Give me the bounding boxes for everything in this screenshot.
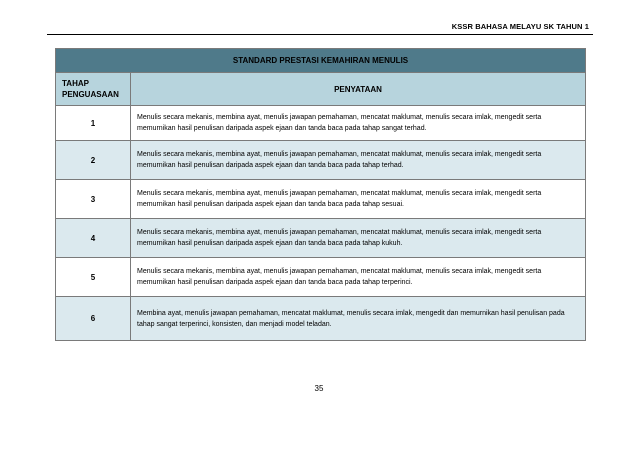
table-row [56,106,586,141]
statement-cell: Menulis secara mekanis, membina ayat, menulis jawapan pemahaman, mencatat maklumat, menulis secara imlak, mengedit serta memurnikan hasil penulisan daripada aspek ejaan dan tanda baca pada tahap terhad. [131,141,586,180]
table-row [56,297,586,341]
header-divider [47,34,593,35]
table-title: STANDARD PRESTASI KEMAHIRAN MENULIS [56,49,586,73]
statement-cell: Menulis secara mekanis, membina ayat, menulis jawapan pemahaman, mencatat maklumat, menulis secara imlak, mengedit serta memurnikan hasil penulisan daripada aspek ejaan dan tanda baca pada tahap terperinci. [131,258,586,297]
table-row [56,219,586,258]
performance-standard-table [55,48,586,341]
column-header-level: TAHAP PENGUASAAN [56,73,131,106]
level-cell: 5 [56,258,131,297]
page-number: 35 [314,384,324,393]
statement-cell: Menulis secara mekanis, membina ayat, menulis jawapan pemahaman, mencatat maklumat, menulis secara imlak, mengedit serta memurnikan hasil penulisan daripada aspek ejaan dan tanda baca pada tahap sesuai. [131,180,586,219]
level-cell: 2 [56,141,131,180]
table-row [56,180,586,219]
level-cell: 1 [56,106,131,141]
table-row [56,258,586,297]
table-header-row [56,73,586,106]
level-cell: 4 [56,219,131,258]
table-title-row [56,49,586,73]
statement-cell: Membina ayat, menulis jawapan pemahaman, mencatat maklumat, menulis secara imlak, mengedit dan memurnikan hasil penulisan pada tahap sangat terperinci, konsisten, dan menjadi model teladan. [131,297,586,341]
statement-cell: Menulis secara mekanis, membina ayat, menulis jawapan pemahaman, mencatat maklumat, menulis secara imlak, mengedit serta memurnikan hasil penulisan daripada aspek ejaan dan tanda baca pada tahap sangat terhad. [131,106,586,141]
level-cell: 6 [56,297,131,341]
column-header-statement: PENYATAAN [131,73,586,106]
statement-cell: Menulis secara mekanis, membina ayat, menulis jawapan pemahaman, mencatat maklumat, menulis secara imlak, mengedit serta memurnikan hasil penulisan daripada aspek ejaan dan tanda baca pada tahap kukuh. [131,219,586,258]
table-row [56,141,586,180]
level-cell: 3 [56,180,131,219]
running-header: KSSR BAHASA MELAYU SK TAHUN 1 [451,22,589,31]
